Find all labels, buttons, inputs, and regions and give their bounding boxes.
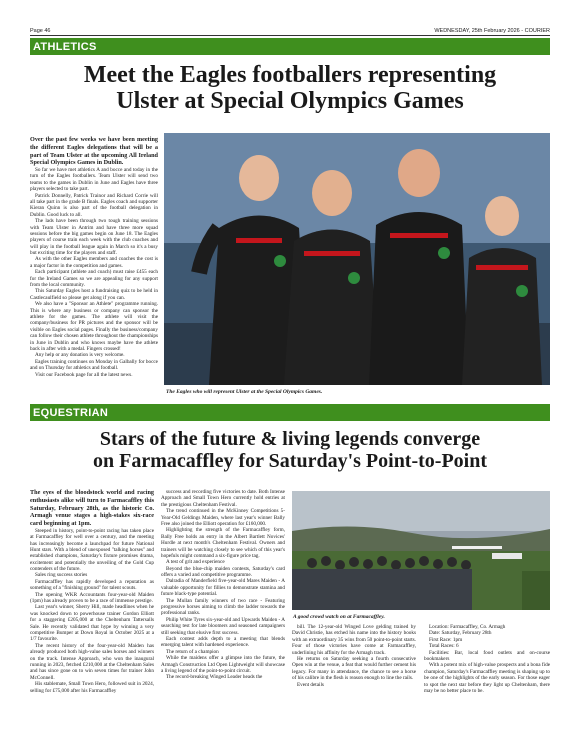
paragraph: Eagles training continues on Monday in Galbally for bocce and on Thursday for athletics and football. <box>30 358 158 372</box>
paragraph: His stablemate, Small Town Hero, followed suit in 2024, selling for £75,000 after his Farmacaffley <box>30 681 154 694</box>
paragraph: Patrick Donnelly, Patrick Trainor and Richard Corrie will all take part in the grade B finals. Eagles coach and supporter Kieran Quinn is also part of the football delegation in Dublin. Good luck to all. <box>30 192 158 218</box>
paragraph: The opening WKR Accountants four-year-old Maiden (1pm) has already proven to be a race of immense prestige. <box>30 591 154 605</box>
paragraph: Facilities: Bar, local food outlets and on-course bookmakers <box>424 649 550 662</box>
equestrian-photo-caption: A good crowd watch on at Farmacaffley. <box>293 614 385 620</box>
equestrian-column-2 <box>161 489 285 727</box>
paragraph: This Saturday Eagles host a fundraising quiz to be held in Castlecaulfield so please get along if you can. <box>30 288 158 301</box>
equestrian-column-4 <box>424 624 550 727</box>
page-number: Page 46 <box>30 28 51 34</box>
paragraph: The record-breaking Winged Leader heads the <box>166 674 263 681</box>
paragraph: success and recording five victories to date. Both Intense Approach and Small Town Hero currently hold entries at the prestigious Cheltenham Festival. <box>161 489 285 508</box>
athletics-headline <box>30 62 550 115</box>
paragraph: bill. The 12-year-old Winged Love gelding trained by David Christie, has etched his name into the history books with an extraordinary 35 wins from 50 point-to-point starts. Four of those victories have come at Farmacaffley, underlining his affinity for the Armagh track. <box>292 624 416 656</box>
paragraph: Date: Saturday, February 28th <box>429 630 492 637</box>
paragraph: With a potent mix of high-value prospects and a bona fide champion, Saturday's Farmacaffley meeting is shaping up to be one of the highlights of the early season. For those eager to spot the next star before they light up Cheltenham, there may be no better place to be. <box>424 662 550 694</box>
paragraph: A test of grit and experience <box>166 559 225 566</box>
headline-line: Stars of the future & living legends converge <box>99 428 481 450</box>
paragraph: Farmacaffley has rapidly developed a reputation as something of a "finishing ground" for talent scouts. <box>30 578 154 592</box>
paragraph: Steeped in history, point-to-point racing has taken place at Farmacaffley for well over a century, and the meeting has increasingly become a launchpad for future National Hunt stars. With a blend of unexposed "talking horses" and established champions, Saturday's fixture promises drama, excitement and potentially the unveiling of the Gold Cup contenders of the future. <box>30 527 154 573</box>
article-lead: Over the past few weeks we have been meeting the different Eagles delegations that will be a part of Team Ulster at the upcoming All Ireland Special Olympics Games in Dublin. <box>30 136 158 167</box>
paragraph: The lads have been through two tough training sessions with Team Ulster in Antrim and have three more squad sessions before the big games begin on June 18. The Eagles players of course train each week with the club coaches and will play in the football league again in March so it's a busy but exciting time for the players and staff. <box>30 218 158 257</box>
equestrian-headline <box>30 428 550 472</box>
paragraph: First Race: 1pm <box>429 636 463 643</box>
paragraph: We also have a "Sponsor an Athlete" programme running. This is where any business or company can sponsor the athlete for the games. The athlete will visit the company/business for PR pictures and the sponsor will be visible on Eagles social pages. Finally the business/company can follow their chosen athlete throughout the championships in June in Dublin and who knows maybe have the athlete back in after with a medal. Fingers crossed! <box>30 301 158 352</box>
paragraph: Sales ring success stories <box>35 572 88 579</box>
equestrian-column-3 <box>292 624 416 727</box>
paragraph: The trend continued in the McKinney Competitions 5-Year-Old Geldings Maiden, where last year's winner Bally Free also joined the Elliott operation for £160,000. <box>161 508 285 527</box>
article-lead: The eyes of the bloodstock world and racing enthusiasts alike will turn to Farmacaffley this Saturday, February 28th, as the historic Co. Armagh venue stages a high-stakes six-race card beginning at 1pm. <box>30 489 154 527</box>
paragraph: Each participant (athlete and coach) must raise £455 each for the Ireland Games so we are appealing for any support from the local community. <box>30 269 158 289</box>
section-label-athletics: ATHLETICS <box>30 38 550 55</box>
paragraph: As with the other Eagles members and coaches the cost is a major factor in the competition and games. <box>30 256 158 269</box>
paragraph: Visit our Facebook page for all the latest news. <box>35 371 133 378</box>
paragraph: Beyond the blue-chip maiden contests, Saturday's card offers a varied and competitive programme. <box>161 565 285 579</box>
paragraph: The Mullan family winners of two race - Featuring progressive horses aiming to climb the ladder towards the professional ranks. <box>161 597 285 617</box>
paragraph: While the maidens offer a glimpse into the future, the Armagh Construction Ltd Open Lightweight will showcase a living legend of the point-to-point circuit. <box>161 655 285 674</box>
paragraph: The recent history of the four-year-old Maiden has already produced both high-value sales horses and winners on the track. Intense Approach, who won the inaugural running in 2023, fetched £210,000 at the Cheltenham Sales and has since gone on to win seven times for trainer John McConnell. <box>30 642 154 681</box>
paragraph: Event details <box>297 681 324 688</box>
paragraph: So far we have met athletics A and bocce and today in the turn of the Eagles footballers. Team Ulster will send two teams to the games in Dublin in June and Eagles have three players selected to take part. <box>30 167 158 193</box>
paragraph: He returns on Saturday seeking a fourth consecutive Open win at the venue, a feat that would further cement his legacy. For many in attendance, the chance to see a horse of his calibre in the flesh is reason enough to line the rails. <box>292 655 416 682</box>
equestrian-column-1 <box>30 489 154 727</box>
paragraph: Location: Farmacaffley, Co. Armagh <box>429 624 506 630</box>
athletics-photo-caption: The Eagles who will represent Ulster at the Special Olympics Games. <box>166 389 323 395</box>
athletics-team-photo <box>164 133 550 385</box>
headline-line: Ulster at Special Olympics Games <box>116 88 464 115</box>
headline-line: on Farmacaffley for Saturday's Point-to-Point <box>92 450 488 472</box>
date-line: WEDNESDAY, 25th February 2026 - COURIER <box>434 28 550 34</box>
paragraph: Last year's winner, Sherry Hill, made headlines when he was knocked down to powerhouse trainer Gordon Elliott for a staggering £205,000 at the Cheltenham Tattersalls Sale. He recently validated that hype by winning a very competitive Bumper at Down Royal in October 2025 at a 1/7 favourite. <box>30 604 154 643</box>
headline-line: Meet the Eagles footballers representing <box>83 62 497 88</box>
paragraph: Total Races: 6 <box>429 643 459 650</box>
paragraph: Philip White Tyres six-year-old and Upwards Maiden - A searching test for late bloomers and seasoned campaigners still seeking that elusive first success. <box>161 616 285 636</box>
paragraph: Any help or any donation is very welcome. <box>35 352 125 359</box>
paragraph: Dalradia of Manderfield five-year-old Mares Maiden - A valuable opportunity for fillies to demonstrate stamina and future black-type potential. <box>161 578 285 598</box>
athletics-article-body <box>30 136 158 392</box>
paragraph: The return of a champion <box>166 648 219 655</box>
section-label-equestrian: EQUESTRIAN <box>30 404 550 421</box>
racecourse-crowd-photo <box>292 491 550 610</box>
page-header <box>30 28 550 38</box>
paragraph: Highlighting the strength of the Farmacaffley form, Bally Free holds an entry in the Albert Bartlett Novices' Hurdle at next month's Cheltenham Festival. Owners and trainers will be watching closely to see which of this year's hopefuls might command a six-figure price tag. <box>161 527 285 559</box>
paragraph: Each contest adds depth to a meeting that blends emerging talent with hardened experience. <box>161 635 285 649</box>
header-rule <box>30 35 550 36</box>
